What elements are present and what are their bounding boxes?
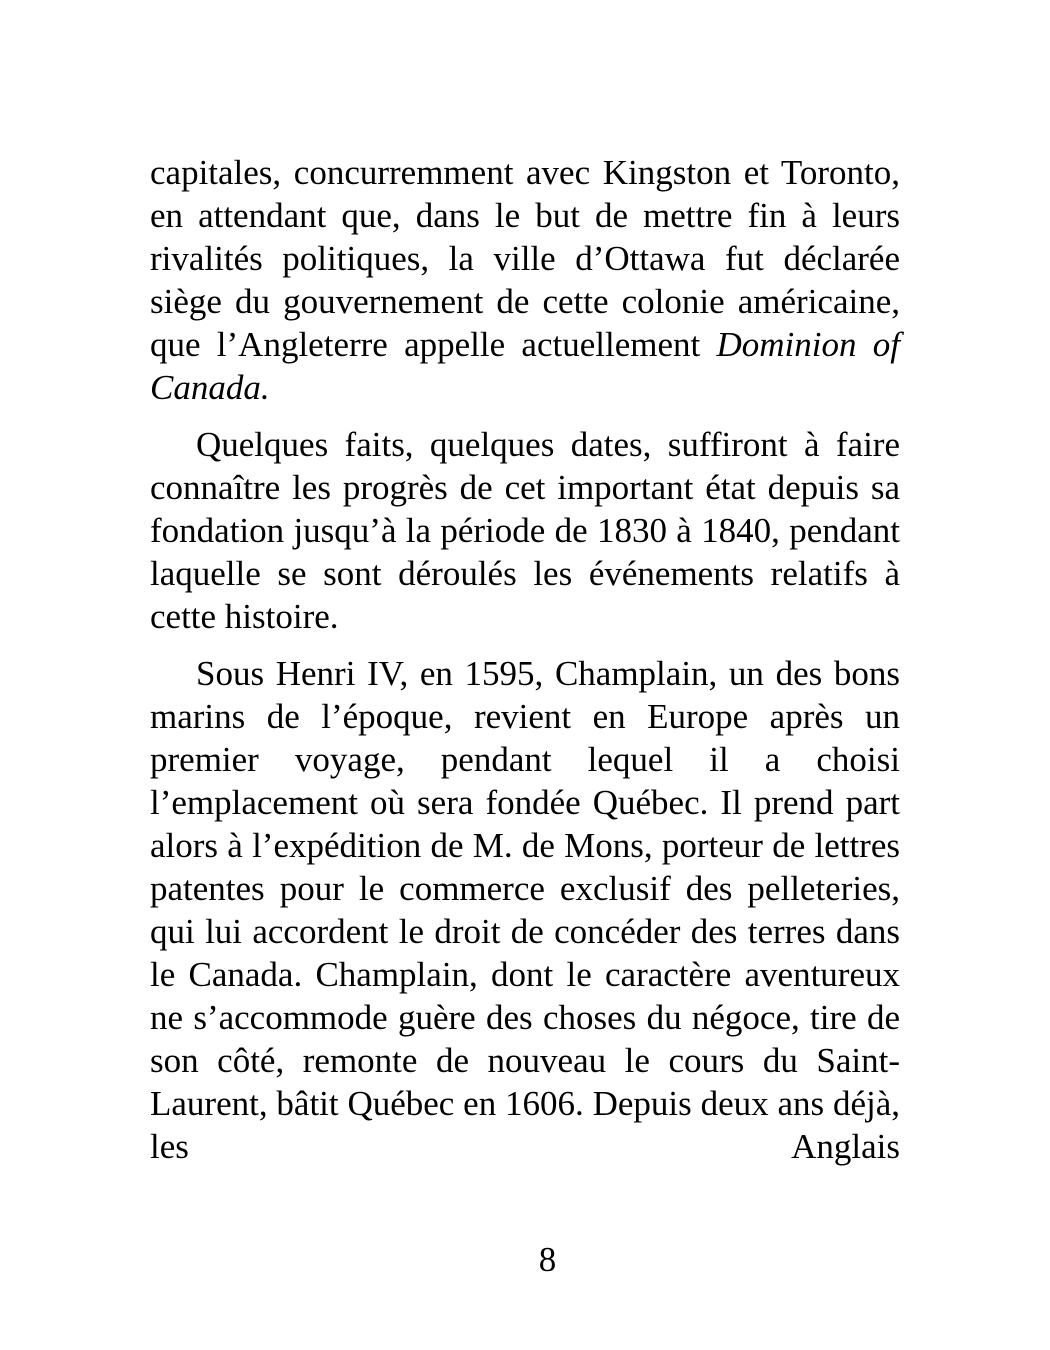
paragraph-2: Quelques faits, quelques dates, suffiront à faire connaître les progrès de cet important état depuis sa fondation jusqu’à la période de 1830 à 1840, pendant laquelle se sont déroulés les événements relatifs à cette histoire. — [150, 425, 900, 636]
paragraph-1 — [150, 151, 900, 409]
paragraph-1-italic-title: Dominion of Canada. — [150, 325, 900, 407]
page-number: 8 — [538, 1240, 557, 1279]
body-text — [150, 151, 900, 1168]
paragraph-3: Sous Henri IV, en 1595, Champlain, un des bons marins de l’époque, revient en Europe après un premier voyage, pendant lequel il a choisi l’emplacement où sera fondée Québec. Il prend part alors à l’expédition de M. de Mons, porteur de lettres patentes pour le commerce exclusif des pelleteries, qui lui accordent le droit de concéder des terres dans le Canada. Champlain, dont le caractère aventureux ne s’accommode guère des choses du négoce, tire de son côté, remonte de nouveau le cours du Saint-Laurent, bâtit Québec en 1606. Depuis deux ans déjà, les Anglais — [150, 654, 900, 1166]
paragraph-1-text: capitales, concurremment avec Kingston et Toronto, en attendant que, dans le but de mettre fin à leurs rivalités politiques, la ville d’Ottawa fut déclarée siège du gouvernement de cette colonie américaine, que l’Angleterre appelle actuellement — [150, 153, 900, 364]
